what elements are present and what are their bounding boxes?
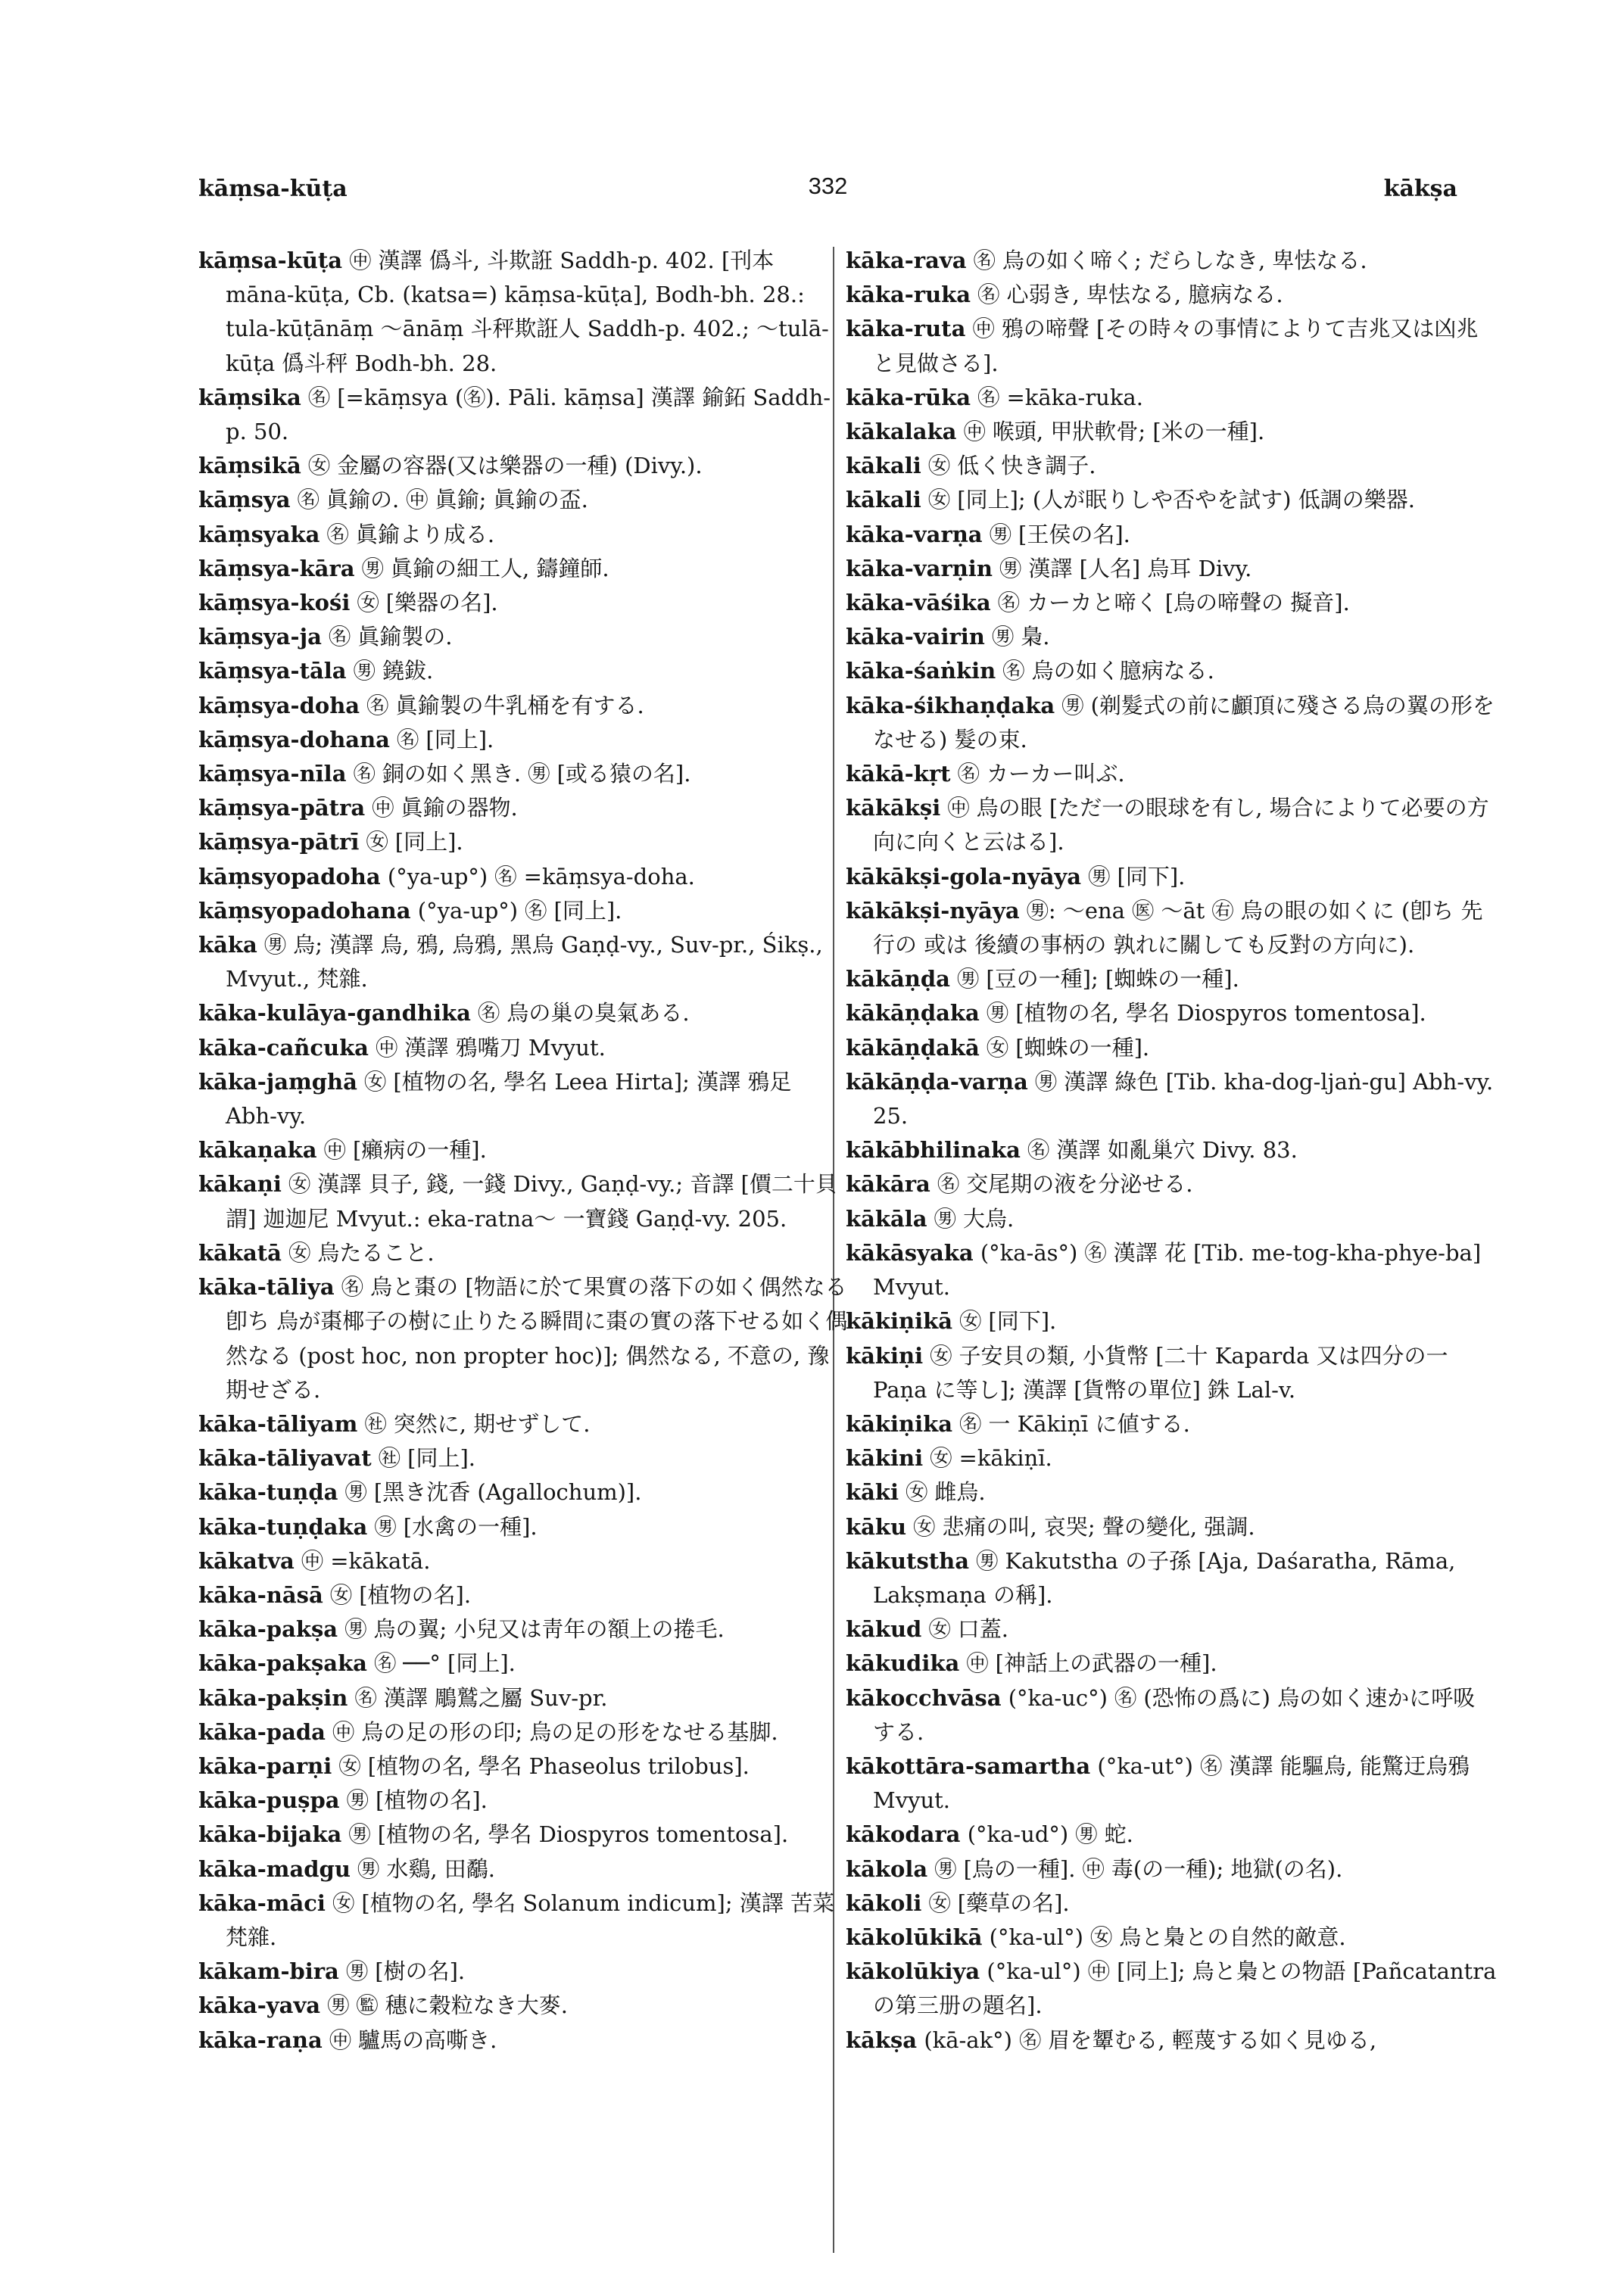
dictionary-entry xyxy=(846,1647,1497,1681)
definition: ㊔ カーカー叫ぶ. xyxy=(957,761,1125,787)
definition: (°ya-up°) ㊔ [同上]. xyxy=(417,897,622,924)
headword: kāka-madgu xyxy=(198,1855,351,1882)
headword: kāka-varṇin xyxy=(846,555,993,581)
definition: ㊚ [樹の名]. xyxy=(346,1958,466,1985)
definition: ㊔ 眞鍮より成る. xyxy=(326,521,495,547)
dictionary-entry xyxy=(198,1681,849,1715)
dictionary-entry xyxy=(198,1784,849,1818)
dictionary-entry xyxy=(846,1544,1497,1612)
headword: kākottāra-samartha xyxy=(846,1752,1091,1779)
headword: kākāṇḍa xyxy=(846,966,950,992)
definition: ㊔ 漢譯 如亂巢穴 Divy. 83. xyxy=(1027,1137,1298,1164)
definition: ㊚ Kakutstha の子孫 [Aja, Daśaratha, Rāma, Lakṣmaṇa の稱]. xyxy=(873,1547,1456,1608)
dictionary-entry xyxy=(198,620,849,654)
dictionary-entry xyxy=(846,1749,1497,1818)
headword: kākolūkikā xyxy=(846,1924,983,1950)
definition: ㊥ 眞鍮の器物. xyxy=(372,795,518,821)
definition: ㊛ [植物の名, 學名 Leea Hirta]; 漢譯 鴉足 Abh-vy. xyxy=(226,1068,792,1129)
dictionary-entry xyxy=(846,1510,1497,1544)
definition: ㊔ 漢譯 鵰鷲之屬 Suv-pr. xyxy=(354,1684,608,1711)
headword: kākatva xyxy=(198,1547,295,1574)
dictionary-entry xyxy=(846,894,1497,962)
definition: ㊚ 漢譯 綠色 [Tib. kha-dog-ljaṅ-gu] Abh-vy. 25. xyxy=(873,1068,1494,1129)
definition: ㊚ 鐃鈸. xyxy=(353,658,434,684)
dictionary-entry xyxy=(198,1989,849,2023)
headword: kāṃsikā xyxy=(198,453,301,479)
headword: kākoli xyxy=(846,1890,922,1916)
dictionary-entry xyxy=(198,1236,849,1270)
headword: kāka-ruta xyxy=(846,316,966,342)
headword: kāki xyxy=(846,1479,899,1506)
definition: ㊛ 烏たること. xyxy=(288,1239,435,1266)
definition: ㊛ [植物の名, 學名 Solanum indicum]; 漢譯 苦菜 梵雜. xyxy=(226,1890,835,1950)
dictionary-entry xyxy=(846,689,1497,757)
definition: ㊔ [=kāṃsya (㊔). Pāli. kāṃsa] 漢譯 鍮鉐 Saddh-p. 50. xyxy=(226,384,831,445)
dictionary-entry xyxy=(198,1270,849,1407)
headword: kāka-kulāya-gandhika xyxy=(198,1000,471,1027)
dictionary-entry xyxy=(846,1133,1497,1167)
definition: ㊚ 眞鍮の細工人, 鑄鐘師. xyxy=(361,555,609,581)
dictionary-entry xyxy=(198,1544,849,1578)
headword: kāka-tuṇḍaka xyxy=(198,1513,368,1540)
headword: kākiṇi xyxy=(846,1342,924,1369)
dictionary-entry xyxy=(846,1921,1497,1955)
headword: kāṃsyaka xyxy=(198,521,320,547)
dictionary-entry xyxy=(198,1578,849,1612)
definition: ㊚ 梟. xyxy=(992,624,1050,650)
definition: (°ya-up°) ㊔ =kāṃsya-doha. xyxy=(387,863,695,889)
headword: kāṃsya-pātra xyxy=(198,795,366,821)
definition: ㊚: 〜ena ㊩ 〜āt ㊨ 烏の眼の如くに (卽ち 先行の 或は 後續の事柄の 孰れに關しても反對の方向に). xyxy=(873,897,1483,958)
headword: kāka-varṇa xyxy=(846,521,983,547)
dictionary-entry xyxy=(846,586,1497,620)
definition: (°ka-ul°) ㊥ [同上]; 烏と梟との物語 [Pañcatantra の第三册の題名]. xyxy=(873,1958,1497,2019)
headword: kāka-śaṅkin xyxy=(846,658,996,684)
definition: ㊔ =kāka-ruka. xyxy=(977,384,1143,410)
definition: ㊛ 悲痛の叫, 哀哭; 聲の變化, 强調. xyxy=(913,1513,1255,1540)
definition: ㊥ [神話上の武器の一種]. xyxy=(966,1650,1217,1677)
definition: ㊚ [植物の名, 學名 Diospyros tomentosa]. xyxy=(987,1000,1426,1027)
headword: kāṃsya-doha xyxy=(198,692,360,718)
definition: ㊚ [植物の名]. xyxy=(346,1787,488,1814)
definition: ㊛ [樂器の名]. xyxy=(357,590,498,616)
definition: ㊛ 漢譯 貝子, 錢, 一錢 Divy., Gaṇḍ-vy.; 音譯 [價二十貝謂] 迦迦尼 Mvyut.: eka-ratna〜 一寶錢 Gaṇḍ-vy. 205. xyxy=(226,1171,837,1232)
headword: kāṃsyopadoha xyxy=(198,863,381,889)
headword: kākāṇḍaka xyxy=(846,1000,980,1027)
headword: kāṃsika xyxy=(198,384,301,410)
headword: kākolūkiya xyxy=(846,1958,980,1985)
headword: kākutstha xyxy=(846,1547,970,1574)
dictionary-entry xyxy=(846,1612,1497,1647)
dictionary-entry xyxy=(846,1475,1497,1509)
headword: kākāra xyxy=(846,1171,930,1198)
headword: kāka-tāliyavat xyxy=(198,1445,372,1472)
dictionary-entry xyxy=(198,1441,849,1475)
headword: kāka-jaṃghā xyxy=(198,1068,357,1095)
definition: ㊔ 銅の如く黑き. ㊚ [或る猿の名]. xyxy=(353,761,691,787)
headword: kāka-vāśika xyxy=(846,590,991,616)
definition: ㊥ 烏の眼 [ただ一の眼球を有し, 場合によりて必要の方向に向くと云はる]. xyxy=(873,795,1489,855)
definition: ㊛ [同上]; (人が眠りしや否やを試す) 低調の樂器. xyxy=(928,487,1415,513)
definition: ㊚ [植物の名, 學名 Diospyros tomentosa]. xyxy=(348,1821,789,1848)
dictionary-entry xyxy=(198,1612,849,1647)
headword: kākodara xyxy=(846,1821,961,1848)
definition: ㊥ 烏の足の形の印; 烏の足の形をなせる基脚. xyxy=(332,1718,778,1745)
dictionary-entry xyxy=(198,552,849,586)
headword: kākiṇika xyxy=(846,1410,952,1437)
headword: kāṃsya-pātrī xyxy=(198,829,360,855)
dictionary-entry xyxy=(198,1852,849,1886)
dictionary-entry xyxy=(846,1202,1497,1236)
headword: kākini xyxy=(846,1445,924,1472)
headword: kākocchvāsa xyxy=(846,1684,1002,1711)
definition: (°ka-uc°) ㊔ (恐怖の爲に) 烏の如く速かに呼吸する. xyxy=(873,1684,1476,1745)
headword: kāṃsya-nīla xyxy=(198,761,347,787)
definition: ㊛ 雌烏. xyxy=(906,1479,986,1506)
dictionary-entry xyxy=(198,1133,849,1167)
dictionary-entry xyxy=(198,586,849,620)
definition: ㊚ ㊬ 穗に穀粒なき大麥. xyxy=(327,1992,568,2019)
headword: kāṃsya xyxy=(198,487,291,513)
headword: kāka-raṇa xyxy=(198,2027,323,2053)
definition: ㊥ 喉頭, 甲狀軟骨; [米の一種]. xyxy=(963,419,1265,445)
headword: kāka-vairin xyxy=(846,624,985,650)
definition: ㊛ [同下]. xyxy=(959,1308,1057,1335)
dictionary-entry xyxy=(846,1681,1497,1749)
headword: kākali xyxy=(846,487,921,513)
definition: (°ka-ud°) ㊚ 蛇. xyxy=(967,1821,1133,1848)
definition: ㊥ 驢馬の高嘶き. xyxy=(329,2027,497,2053)
headword: kākākṣi-nyāya xyxy=(846,897,1020,924)
definition: (kā-ak°) ㊔ 眉を顰むる, 輕蔑する如く見ゆる, xyxy=(924,2027,1377,2053)
headword: kāṃsya-kośi xyxy=(198,590,351,616)
dictionary-entry xyxy=(198,894,849,928)
headword: kāka xyxy=(198,932,257,958)
dictionary-entry xyxy=(846,1852,1497,1886)
dictionary-entry xyxy=(846,1339,1497,1407)
headword: kākākṣi xyxy=(846,795,941,821)
definition: ㊔ 眞鍮製の牛乳桶を有する. xyxy=(366,692,644,718)
headword: kāka-pakṣaka xyxy=(198,1650,367,1677)
left-column xyxy=(198,244,849,2058)
headword: kākāsyaka xyxy=(846,1239,974,1266)
definition: ㊔ 烏の巢の臭氣ある. xyxy=(478,1000,690,1027)
dictionary-entry xyxy=(846,1955,1497,2023)
dictionary-entry xyxy=(198,1167,849,1235)
running-head-left: kāṃsa-kūṭa xyxy=(198,176,348,202)
headword: kāka-rūka xyxy=(846,384,971,410)
dictionary-entry xyxy=(846,996,1497,1030)
definition: ㊚ [烏の一種]. ㊥ 毒(の一種); 地獄(の名). xyxy=(934,1855,1343,1882)
headword: kāṃsya-dohana xyxy=(198,726,390,752)
definition: ㊔ 烏と棗の [物語に於て果實の落下の如く偶然なる 卽ち 烏が棗椰子の樹に止りたる瞬間に棗の實の落下せる如く偶然なる (post hoc, non propter hoc)]; 偶然なる, 不意の, 豫期せざる. xyxy=(226,1274,848,1403)
dictionary-entry xyxy=(846,1236,1497,1304)
dictionary-entry xyxy=(198,996,849,1030)
dictionary-entry xyxy=(198,757,849,791)
definition: ㊚ 烏の翼; 小兒又は靑年の額上の捲毛. xyxy=(344,1616,725,1643)
dictionary-entry xyxy=(846,244,1497,278)
definition: ㊛ 金屬の容器(又は樂器の一種) (Divy.). xyxy=(308,453,703,479)
definition: ㊥ =kākatā. xyxy=(301,1547,431,1574)
page-number: 332 xyxy=(808,173,848,199)
headword: kāṃsya-ja xyxy=(198,624,322,650)
definition: ㊔ [同上]. xyxy=(397,726,494,752)
right-column xyxy=(846,244,1497,2058)
definition: ㊔ 烏の如く啼く; だらしなき, 卑怯なる. xyxy=(973,248,1367,273)
dictionary-entry xyxy=(198,1818,849,1852)
headword: kāka-parṇi xyxy=(198,1752,332,1779)
dictionary-entry xyxy=(846,415,1497,449)
definition: (°ka-ut°) ㊔ 漢譯 能驅烏, 能驚迂烏鴉 Mvyut. xyxy=(873,1752,1470,1814)
dictionary-entry xyxy=(846,552,1497,586)
dictionary-entry xyxy=(846,2024,1497,2058)
headword: kāku xyxy=(846,1513,907,1540)
dictionary-entry xyxy=(198,1647,849,1681)
definition: ㊛ [藥草の名]. xyxy=(928,1890,1070,1916)
headword: kāka-māci xyxy=(198,1890,326,1916)
headword: kāka-tāliya xyxy=(198,1274,335,1301)
headword: kāṃsa-kūṭa xyxy=(198,248,343,273)
dictionary-entry xyxy=(198,654,849,688)
definition: ㊛ [蜘蛛の一種]. xyxy=(987,1034,1150,1061)
headword: kākudika xyxy=(846,1650,960,1677)
headword: kākatā xyxy=(198,1239,282,1266)
definition: ㊔ ──° [同上]. xyxy=(374,1650,516,1677)
headword: kāka-pakṣin xyxy=(198,1684,348,1711)
headword: kāka-rava xyxy=(846,248,967,273)
definition: ㊚ 烏; 漢譯 烏, 鴉, 烏鴉, 黑烏 Gaṇḍ-vy., Suv-pr., Śikṣ., Mvyut., 梵雜. xyxy=(226,932,823,992)
dictionary-entry xyxy=(846,312,1497,380)
definition: ㊚ 大烏. xyxy=(934,1205,1015,1232)
definition: ㊚ [王侯の名]. xyxy=(989,521,1130,547)
dictionary-entry xyxy=(846,1886,1497,1921)
dictionary-entry xyxy=(198,1510,849,1544)
headword: kākam-bira xyxy=(198,1958,339,1985)
definition: ㊚ (剃髮式の前に顱頂に殘さる烏の翼の形をなせる) 髮の束. xyxy=(873,692,1495,752)
dictionary-entry xyxy=(846,483,1497,517)
definition: ㊚ [同下]. xyxy=(1088,863,1186,889)
definition: ㊔ 一 Kākiṇī に値する. xyxy=(959,1410,1190,1437)
definition: ㊛ [同上]. xyxy=(366,829,463,855)
headword: kāṃsya-tāla xyxy=(198,658,347,684)
dictionary-entry xyxy=(198,1065,849,1133)
dictionary-entry xyxy=(846,791,1497,859)
definition: ㊔ 烏の如く臆病なる. xyxy=(1002,658,1214,684)
dictionary-entry xyxy=(846,654,1497,688)
definition: ㊥ 鴉の啼聲 [その時々の事情によりて吉兆又は凶兆と見做さる]. xyxy=(873,316,1479,376)
dictionary-entry xyxy=(198,860,849,894)
dictionary-entry xyxy=(198,381,849,449)
dictionary-entry xyxy=(846,278,1497,312)
dictionary-entry xyxy=(198,518,849,552)
headword: kākaṇaka xyxy=(198,1137,317,1164)
headword: kākṣa xyxy=(846,2027,918,2053)
dictionary-entry xyxy=(198,723,849,757)
definition: ㊚ 漢譯 [人名] 烏耳 Divy. xyxy=(999,555,1252,581)
definition: ㊔ カーカと啼く [烏の啼聲の 擬音]. xyxy=(997,590,1350,616)
dictionary-entry xyxy=(846,1031,1497,1065)
dictionary-entry xyxy=(846,1441,1497,1475)
page-header xyxy=(198,173,1457,210)
definition: ㊔ 交尾期の液を分泌せる. xyxy=(937,1171,1193,1198)
headword: kākali xyxy=(846,453,921,479)
definition: ㊓ [同上]. xyxy=(378,1445,475,1472)
definition: ㊛ 低く快き調子. xyxy=(928,453,1096,479)
dictionary-entry xyxy=(846,1407,1497,1441)
dictionary-entry xyxy=(198,1886,849,1955)
headword: kāṃsya-kāra xyxy=(198,555,355,581)
dictionary-entry xyxy=(198,1715,849,1749)
definition: ㊛ 子安貝の類, 小貨幣 [二十 Kaparda 又は四分の一 Paṇa に等し]; 漢譯 [貨幣の單位] 銖 Lal-v. xyxy=(873,1342,1448,1403)
dictionary-entry xyxy=(198,2024,849,2058)
definition: ㊛ =kākiṇī. xyxy=(930,1445,1052,1472)
dictionary-entry xyxy=(198,689,849,723)
definition: ㊛ [植物の名, 學名 Phaseolus trilobus]. xyxy=(338,1752,750,1779)
headword: kāka-śikhaṇḍaka xyxy=(846,692,1055,718)
dictionary-entry xyxy=(846,1065,1497,1133)
headword: kāka-tuṇḍa xyxy=(198,1479,338,1506)
headword: kāka-ruka xyxy=(846,282,971,308)
definition: ㊚ [豆の一種]; [蜘蛛の一種]. xyxy=(957,966,1239,992)
headword: kāṃsyopadohana xyxy=(198,897,411,924)
dictionary-entry xyxy=(198,928,849,996)
dictionary-entry xyxy=(198,483,849,517)
definition: ㊚ [黑き沈香 (Agallochum)]. xyxy=(344,1479,642,1506)
headword: kāka-pakṣa xyxy=(198,1616,338,1643)
definition: ㊓ 突然に, 期せずして. xyxy=(364,1410,591,1437)
dictionary-entry xyxy=(846,449,1497,483)
dictionary-entry xyxy=(846,757,1497,791)
definition: ㊔ 眞鍮製の. xyxy=(329,624,453,650)
definition: ㊛ [植物の名]. xyxy=(330,1581,472,1608)
headword: kākaṇi xyxy=(198,1171,282,1198)
dictionary-entry xyxy=(846,1304,1497,1338)
dictionary-entry xyxy=(198,791,849,825)
dictionary-entry xyxy=(198,1031,849,1065)
dictionary-entry xyxy=(198,1475,849,1509)
dictionary-entry xyxy=(846,1818,1497,1852)
dictionary-entry xyxy=(846,518,1497,552)
headword: kāka-tāliyam xyxy=(198,1410,358,1437)
dictionary-entry xyxy=(846,620,1497,654)
headword: kākalaka xyxy=(846,419,957,445)
headword: kākud xyxy=(846,1616,922,1643)
dictionary-entry xyxy=(846,1167,1497,1201)
headword: kāka-nāsā xyxy=(198,1581,323,1608)
headword: kāka-cañcuka xyxy=(198,1034,369,1061)
dictionary-entry xyxy=(846,962,1497,996)
headword: kākāla xyxy=(846,1205,927,1232)
dictionary-entry xyxy=(198,1955,849,1989)
definition: (°ka-ul°) ㊛ 烏と梟との自然的敵意. xyxy=(989,1924,1346,1950)
definition: ㊔ 心弱き, 卑怯なる, 臆病なる. xyxy=(977,282,1283,308)
definition: ㊥ 漢譯 鴉嘴刀 Mvyut. xyxy=(376,1034,606,1061)
headword: kāka-yava xyxy=(198,1992,321,2019)
definition: (°ka-ās°) ㊔ 漢譯 花 [Tib. me-tog-kha-phye-ba] Mvyut. xyxy=(873,1239,1482,1301)
headword: kākā-kṛt xyxy=(846,761,951,787)
dictionary-entry xyxy=(846,860,1497,894)
headword: kāka-puṣpa xyxy=(198,1787,340,1814)
definition: ㊛ 口蓋. xyxy=(928,1616,1008,1643)
headword: kākāṇḍa-varṇa xyxy=(846,1068,1028,1095)
headword: kāka-bijaka xyxy=(198,1821,342,1848)
running-head-right: kākṣa xyxy=(1383,176,1457,202)
definition: ㊥ [癩病の一種]. xyxy=(323,1137,487,1164)
dictionary-entry xyxy=(198,1749,849,1784)
definition: ㊥ 漢譯 僞斗, 斗欺誑 Saddh-p. 402. [刊本 māna-kūṭa, Cb. (katsa=) kāṃsa-kūṭa], Bodh-bh. 28.: tula-kūṭānāṃ 〜ānāṃ 斗秤欺誑人 Saddh-p. 402.; 〜tulā-kūṭa 僞斗秤 Bodh-bh. 28. xyxy=(226,248,829,376)
dictionary-entry xyxy=(198,825,849,859)
dictionary-entry xyxy=(846,381,1497,415)
headword: kākābhilinaka xyxy=(846,1137,1021,1164)
dictionary-entry xyxy=(198,1407,849,1441)
definition: ㊔ 眞鍮の. ㊥ 眞鍮; 眞鍮の盃. xyxy=(297,487,588,513)
definition: ㊚ 水鷄, 田鷸. xyxy=(357,1855,496,1882)
headword: kākola xyxy=(846,1855,928,1882)
definition: ㊚ [水禽の一種]. xyxy=(374,1513,538,1540)
headword: kākākṣi-gola-nyāya xyxy=(846,863,1082,889)
headword: kākiṇikā xyxy=(846,1308,952,1335)
headword: kākāṇḍakā xyxy=(846,1034,980,1061)
dictionary-entry xyxy=(198,244,849,381)
headword: kāka-pada xyxy=(198,1718,326,1745)
dictionary-entry xyxy=(198,449,849,483)
